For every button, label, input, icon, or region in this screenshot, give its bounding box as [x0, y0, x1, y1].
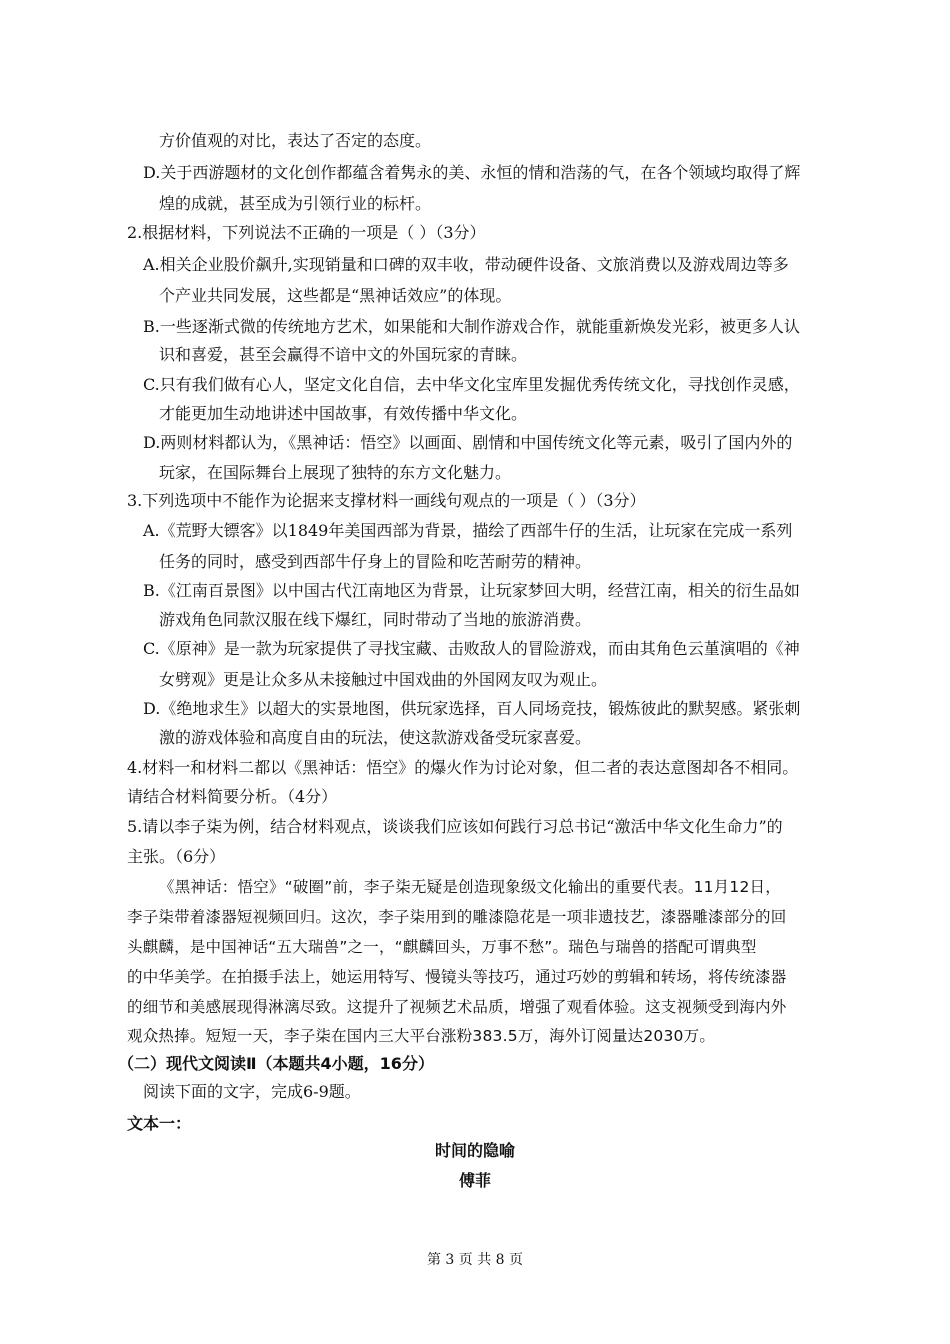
q3-option-a-line2: 任务的同时，感受到西部牛仔身上的冒险和吃苦耐劳的精神。 [159, 552, 592, 571]
passage-line-2: 李子柒带着漆器短视频回归。这次，李子柒用到的雕漆隐花是一项非遗技艺，漆器雕漆部分的回 [127, 908, 787, 926]
reading-instruction: 阅读下面的文字，完成6-9题。 [143, 1082, 361, 1101]
q2-option-d-line1: D.两则材料都认为，《黑神话：悟空》以画面、剧情和中国传统文化等元素，吸引了国内外的 [143, 433, 793, 452]
q3-option-d-line2: 激的游戏体验和高度自由的玩法，使这款游戏备受玩家喜爱。 [159, 728, 592, 747]
q3-option-a-line1: A.《荒野大镖客》以1849年美国西部为背景，描绘了西部牛仔的生活，让玩家在完成一系列 [143, 521, 793, 540]
q2-option-a-line2: 个产业共同发展，这些都是“黑神话效应”的体现。 [159, 286, 512, 305]
page-footer: 第 3 页 共 8 页 [426, 1252, 524, 1268]
passage-line-6: 观众热捧。短短一天，李子柒在国内三大平台涨粉383.5万，海外订阅量达2030万。 [127, 1027, 716, 1045]
article-title: 时间的隐喻 [434, 1141, 515, 1160]
q5-line1: 5.请以李子柒为例，结合材料观点，谈谈我们应该如何践行习总书记“激活中华文化生命力”的 [127, 817, 783, 836]
q3-option-b-line1: B.《江南百景图》以中国古代江南地区为背景，让玩家梦回大明，经营江南，相关的衍生品如 [143, 581, 800, 600]
q2-option-b-line2: 识和喜爱，甚至会赢得不谙中文的外国玩家的青睐。 [159, 345, 528, 364]
q5-line2: 主张。（6分） [127, 847, 226, 866]
passage-line-3: 头麒麟，是中国神话“五大瑞兽”之一，“麒麟回头，万事不愁”。瑞色与瑞兽的搭配可谓典型 [127, 938, 757, 956]
passage-line-4: 的中华美学。在拍摄手法上，她运用特写、慢镜头等技巧，通过巧妙的剪辑和转场，将传统漆器 [127, 968, 787, 986]
q3-option-c-line1: C.《原神》是一款为玩家提供了寻找宝藏、击败敌人的冒险游戏，而由其角色云堇演唱的《神 [143, 639, 800, 658]
q2-option-d-line2: 玩家，在国际舞台上展现了独特的东方文化魅力。 [159, 463, 512, 482]
text-one-label: 文本一： [127, 1114, 192, 1133]
passage-line-1: 《黑神话：悟空》“破圈”前，李子柒无疑是创造现象级文化输出的重要代表。11月12日， [159, 878, 781, 896]
q2-option-a-line1: A.相关企业股价飙升,实现销量和口碑的双丰收，带动硬件设备、文旅消费以及游戏周边等多 [143, 255, 789, 274]
q3-stem: 3.下列选项中不能作为论据来支撑材料一画线句观点的一项是（ ）（3分） [127, 491, 646, 510]
q4-line2: 请结合材料简要分析。（4分） [127, 787, 338, 806]
q3-option-c-line2: 女劈观》更是让众多从未接触过中国戏曲的外国网友叹为观止。 [159, 670, 608, 689]
q1-option-c-continuation: 方价值观的对比，表达了否定的态度。 [159, 131, 432, 150]
q1-option-d-line1: D.关于西游题材的文化创作都蕴含着隽永的美、永恒的情和浩荡的气，在各个领域均取得了辉 [143, 163, 801, 182]
q2-stem: 2.根据材料，下列说法不正确的一项是（ ）（3分） [127, 223, 486, 242]
q3-option-d-line1: D.《绝地求生》以超大的实景地图，供玩家选择，百人同场竞技，锻炼彼此的默契感。紧张刺 [143, 699, 801, 718]
article-author: 傅菲 [458, 1171, 491, 1190]
q1-option-d-line2: 煌的成就，甚至成为引领行业的标杆。 [159, 194, 432, 213]
q2-option-b-line1: B.一些逐渐式微的传统地方艺术，如果能和大制作游戏合作，就能重新焕发光彩，被更多人认 [143, 317, 800, 336]
section-heading: （二）现代文阅读Ⅱ（本题共4小题，16分） [118, 1054, 434, 1073]
q4-line1: 4.材料一和材料二都以《黑神话：悟空》的爆火作为讨论对象，但二者的表达意图却各不相同。 [127, 758, 799, 777]
q2-option-c-line1: C.只有我们做有心人，坚定文化自信，去中华文化宝库里发掘优秀传统文化，寻找创作灵感， [143, 375, 800, 394]
passage-line-5: 的细节和美感展现得淋漓尽致。这提升了视频艺术品质，增强了观看体验。这支视频受到海内外 [127, 998, 787, 1016]
q2-option-c-line2: 才能更加生动地讲述中国故事，有效传播中华文化。 [159, 404, 528, 423]
q3-option-b-line2: 游戏角色同款汉服在线下爆红，同时带动了当地的旅游消费。 [159, 610, 592, 629]
